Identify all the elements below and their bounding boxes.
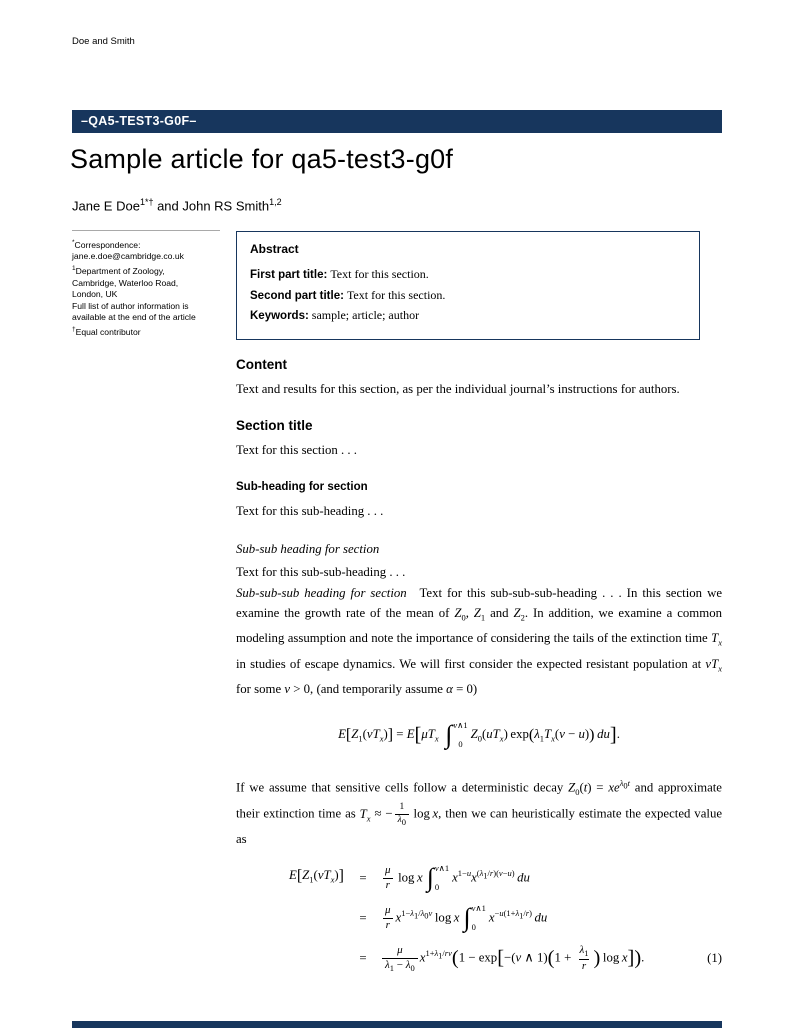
affiliation-line: $^1$Department of Zoology,	[72, 265, 165, 276]
affiliation-line: Cambridge, Waterloo Road,	[72, 277, 179, 288]
equation-row-3	[236, 938, 722, 978]
sub-sub-sub-paragraph: Sub-sub-sub heading for section Text for this sub-sub-sub-heading . . . In this section we examine the growth rate of the mean of $Z_0$, $Z_1$ and $Z_2$. In addition, we examine a common modeling assumption and note the importance of considering the tails of the extinction time $T_x$ in studies of escape dynamics. We will first consider the expected resistant population at $vT_x$ for some v > 0, (and temporarily assume α = 0)	[236, 585, 723, 696]
sub-heading: Sub-heading for section	[236, 481, 368, 494]
equation-tag-empty	[696, 858, 722, 898]
affiliation-line: London, UK	[72, 289, 118, 300]
equation-rhs-3: $\frac{\mu}{\lambda_1 - \lambda_0}$ $x^{1+\lambda_1/rv}(1 - \exp[-(v$ ∧ 1)(1 + $\frac{\lambda_1}{r}$ ) log x]).	[380, 938, 696, 978]
abstract-item-text: Text for this section.	[346, 287, 446, 302]
equation-row-1	[236, 858, 722, 898]
running-head: Doe and Smith	[72, 36, 135, 47]
section-title-heading: Section title	[236, 418, 313, 434]
correspondence-note	[72, 237, 232, 338]
equation-lhs-empty	[236, 938, 346, 978]
footer-bar	[72, 1021, 722, 1028]
equation-tag-empty	[696, 898, 722, 938]
sub-heading-paragraph: Text for this sub-heading . . .	[236, 503, 384, 518]
display-equation: $E[Z_1(vT_x)] = E[\mu T_x$ ∫ v∧1 0 $Z_0(uT_x) \exp(\lambda_1T_x(v - u))$ du].	[338, 720, 620, 750]
content-paragraph: Text and results for this section, as per the individual journal’s instructions for authors.	[236, 381, 680, 396]
sub-sub-heading-paragraph: Text for this sub-sub-heading . . .	[236, 565, 406, 580]
abstract-first-part	[250, 265, 686, 286]
correspondence-label: *Correspondence:	[72, 239, 141, 250]
abstract-box	[236, 231, 700, 340]
abstract-second-part	[250, 286, 686, 307]
abstract-item-text: sample; article; author	[311, 308, 420, 322]
section-paragraph: Text for this section . . .	[236, 442, 358, 457]
equation-rhs-2: $\frac{\mu}{r}$ $x^{1-\lambda_1/\lambda_0v}$ log x ∫ v∧1 0 $x^{-u(1+\lambda_1/r)}$ du	[380, 898, 696, 938]
equals-sign: =	[359, 870, 367, 885]
equation-row-2	[236, 898, 722, 938]
article-body	[236, 355, 722, 978]
abstract-item-text: Text for this section.	[330, 267, 429, 281]
abstract-item-label: Second part title:	[250, 289, 344, 302]
equals-sign: =	[359, 951, 367, 966]
equation-rhs-1: $\frac{\mu}{r}$ log x ∫ v∧1 0 $x^{1-u}x^{(\lambda_1/r)(v-u)}$ du	[380, 858, 696, 898]
equals-sign: =	[359, 910, 367, 925]
sub-sub-heading: Sub-sub heading for section	[236, 541, 380, 556]
equal-contributor-note: †Equal contributor	[72, 325, 141, 337]
article-title: Sample article for qa5-test3-g0f	[70, 144, 454, 174]
authors-line: Jane E Doe$^{1*\dagger}$ and John RS Smith$^{1,2}$	[72, 197, 282, 214]
article-type-banner	[72, 110, 722, 133]
abstract-item-label: First part title:	[250, 269, 328, 281]
abstract-title: Abstract	[250, 242, 299, 256]
abstract-keywords	[250, 306, 686, 327]
author-info-note: available at the end of the article	[72, 312, 196, 323]
author-info-note: Full list of author information is	[72, 300, 189, 311]
equation-lhs-empty	[236, 898, 346, 938]
equation-number: (1)	[707, 951, 722, 966]
assume-paragraph: If we assume that sensitive cells follow a deterministic decay $Z_0(t) = xe^{\lambda_0t}$ and approximate their extinction time as $T_x$ ≈ − $\frac{1}{\lambda_0}$ log x, then we can heuristically estimate the expected value as	[236, 777, 723, 847]
banner-label: –QA5-TEST3-G0F–	[81, 114, 197, 128]
abstract-item-label: Keywords:	[250, 310, 309, 322]
footnote-rule	[72, 230, 220, 231]
aligned-equation-block	[236, 858, 722, 979]
content-heading: Content	[236, 357, 287, 372]
correspondence-email: jane.e.doe@cambridge.co.uk	[72, 251, 184, 262]
equation-lhs: $E[Z_1(vT_x)]$	[289, 867, 344, 885]
